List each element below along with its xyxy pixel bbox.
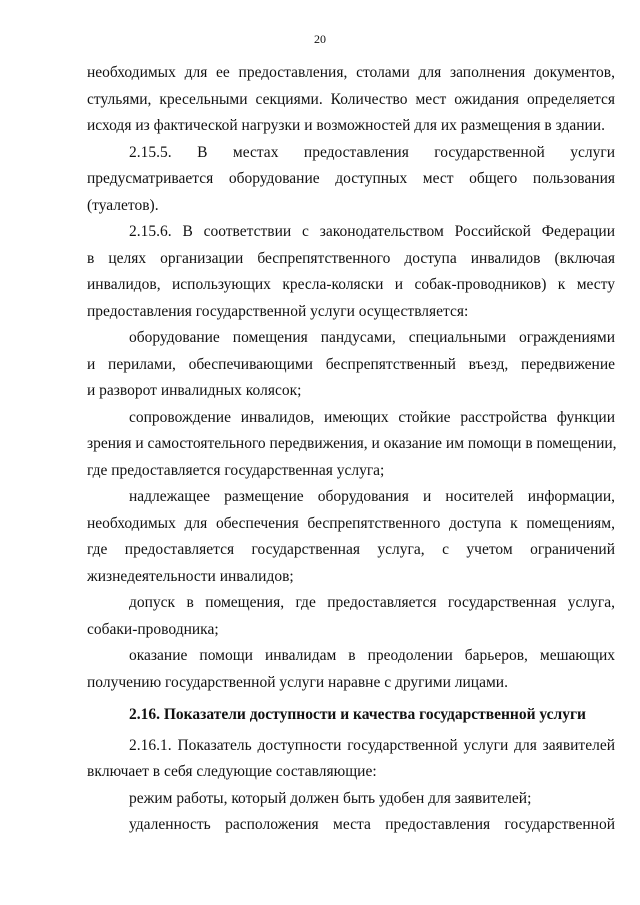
text-line: зрения и самостоятельного передвижения, и оказание им помощи в помещении, [87, 435, 617, 452]
section-heading: 2.16. Показатели доступности и качества государственной услуги [129, 706, 586, 723]
text-line: надлежащее размещение оборудования и носителей информации, [129, 488, 615, 505]
text-line: 2.15.6. В соответствии с законодательством Российской Федерации [129, 223, 615, 240]
text-block [87, 733, 615, 839]
text-line: стульями, кресельными секциями. Количество мест ожидания определяется [87, 90, 615, 108]
text-line: в целях организации беспрепятственного доступа инвалидов (включая [87, 249, 615, 267]
text-line: где предоставляется государственная услуга; [87, 461, 385, 479]
text-line: жизнедеятельности инвалидов; [87, 567, 294, 585]
text-line: включает в себя следующие составляющие: [87, 763, 377, 780]
text-line: оборудование помещения пандусами, специальными ограждениями [129, 329, 615, 346]
text-line: 2.15.5. В местах предоставления государственной услуги [129, 143, 615, 161]
text-line: необходимых для ее предоставления, столами для заполнения документов, [87, 64, 615, 81]
text-line: оказание помощи инвалидам в преодолении барьеров, мешающих [129, 647, 615, 664]
text-line: 2.16.1. Показатель доступности государственной услуги для заявителей [129, 736, 615, 754]
text-line: (туалетов). [87, 196, 159, 214]
text-line: получению государственной услуги наравне с другими лицами. [87, 673, 508, 691]
text-line: и перилами, обеспечивающими беспрепятственный въезд, передвижение [87, 355, 615, 373]
page-number: 20 [314, 32, 326, 46]
text-line: инвалидов, использующих кресла-коляски и собак-проводников) к месту [87, 276, 615, 293]
document-body [87, 60, 615, 839]
text-line: сопровождение инвалидов, имеющих стойкие расстройства функции [129, 408, 615, 426]
text-line: необходимых для обеспечения беспрепятственного доступа к помещениям, [87, 514, 615, 532]
text-line: режим работы, который должен быть удобен для заявителей; [129, 789, 532, 807]
text-line: предоставления государственной услуги осуществляется: [87, 302, 469, 320]
text-line: предусматривается оборудование доступных мест общего пользования [87, 170, 615, 187]
text-block [87, 60, 615, 696]
text-line: удаленность расположения места предоставления государственной [129, 816, 615, 833]
text-line: где предоставляется государственная услуга, с учетом ограничений [87, 541, 615, 558]
text-line: допуск в помещения, где предоставляется государственная услуга, [129, 594, 615, 611]
text-line: исходя из фактической нагрузки и возможностей для их размещения в здании. [87, 117, 605, 134]
text-line: собаки-проводника; [87, 620, 219, 638]
text-line: и разворот инвалидных колясок; [87, 382, 302, 399]
